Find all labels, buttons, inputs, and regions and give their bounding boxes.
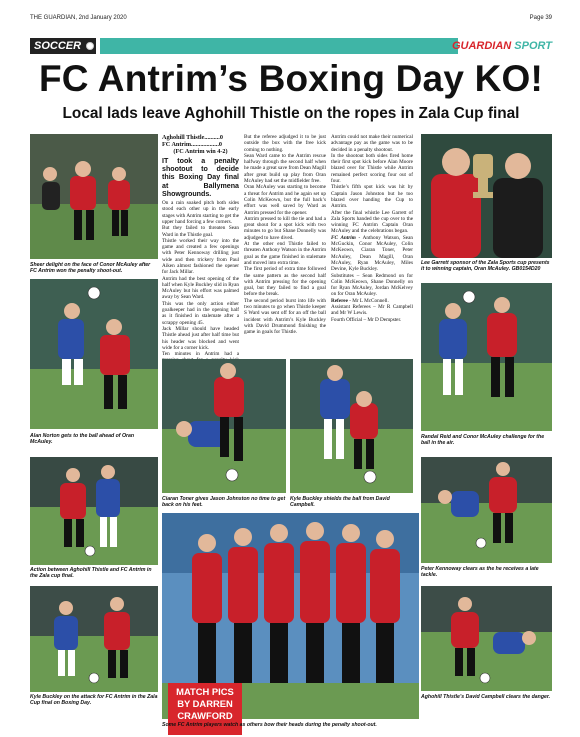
photo-buckley-attack [30, 586, 158, 692]
photo-norton-header [30, 279, 158, 429]
section-bar [30, 38, 552, 54]
headline: FC Antrim’s Boxing Day KO! [38, 58, 544, 99]
paragraph: After the final whistle Lee Garrett of Zala Sports handed the cup over to the winning FC Antrim Captain Oran McAuley and the celebrations began. [331, 209, 413, 235]
paragraph: But the referee adjudged it to be just outside the box with the free kick coming to nothing. [244, 134, 326, 153]
referee-label: Referee [331, 297, 348, 304]
referee-name: - Mr L McConnell. [347, 297, 389, 304]
subheadline: Local lads leave Aghohill Thistle on the ropes in Zala Cup final [62, 105, 520, 122]
caption-9: Randal Reid and Conor McAuley challenge for the ball in the air. [421, 434, 545, 447]
team-line [331, 235, 413, 273]
article-column-1 [162, 134, 239, 376]
photo-action [30, 457, 158, 565]
match-pics-line-2: BY DARREN [177, 698, 233, 709]
paragraph: Ten minutes in Antrim had a [162, 351, 239, 358]
photo-campbell-clears [421, 586, 552, 691]
paragraph: Antrim could not make their numerical advantage pay as the game was to be decided in a penalty shootout. [331, 134, 413, 153]
paragraph: Thistle’s fifth spot kick was hit by Captain Jason Johnston but he too blazed over handing the Cup to Antrim. [331, 184, 413, 210]
photo-buckley-campbell [290, 359, 413, 493]
paragraph: The second period burst into life with two minutes to go when Thistle keeper S Ward was sent off for an off the ball incident with Antrim’s Kyle Buckley with David Drummond finishing the game in goals for Thistle. [244, 297, 326, 336]
photo-conor-celebration [30, 134, 158, 259]
paragraph: Antrim pressed to kill the tie and had a great shout for a spot kick with two minutes to go but Shane Donnelly was adjudged to have dived. [244, 215, 326, 241]
caption-4: Kyle Buckley on the attack for FC Antrim in the Zala Cup final on Boxing Day. [30, 694, 158, 707]
paragraph: Sean Ward came to the Antrim rescue halfway through the second half when he made a great save from Dean Magill after great build up play from Oran McAuley had set the midfielder free. [244, 152, 326, 185]
header-date: THE GUARDIAN, 2nd January 2020 [30, 15, 127, 21]
match-pics-line-1: MATCH PICS [176, 686, 234, 697]
page-header [30, 13, 552, 25]
team-label: FC Antrim [331, 234, 356, 241]
paragraph: Jack Millar should have headed Thistle ahead just after half time but his header was blocked and went wide for a corner kick. [162, 325, 239, 351]
caption-1: Sheer delight on the face of Conor McAuley after FC Antrim won the penalty shoot-out. [30, 262, 151, 275]
photo-reid-mcauley [421, 283, 552, 431]
assistants-line: Assistant Referees – Mr R Campbell and Mr W Lewis. [331, 304, 413, 317]
caption-10: Peter Kennoway clears as the he receives a late tackle. [421, 566, 539, 579]
caption-8: Lee Garrett sponsor of the Zala Sports cup presents it to winning captain, Oran McAuley. GB0154D20 [421, 260, 550, 273]
football-icon [86, 42, 94, 50]
article-column-3 [331, 134, 413, 323]
paragraph: On a rain soaked pitch both sides stood each other up in the early stages with Antrim starting to get the upper hand forcing a few corners. [162, 200, 239, 225]
paragraph: At the other end Thistle failed to threaten Anthony Watson in the Antrim goal as the game finished in stalemate and moved into extra time. [244, 241, 326, 266]
guardian-sport-logo: GUARDIAN SPORT [451, 40, 552, 52]
paragraph: This was the only action either goalkeeper had in the opening half as it finished in stalemate after a scrappy opening 45. [162, 300, 239, 326]
caption-5: Ciaran Toner gives Jason Johnston no time to get back on his feet. [162, 496, 286, 509]
result-line-2: FC Antrim..................0 [162, 141, 222, 148]
caption-11: Aghohill Thistle’s David Campbell clears the danger. [421, 694, 551, 700]
caption-2: Alan Norton gets to the ball ahead of Oran McAuley. [30, 433, 135, 446]
page-number: Page 39 [529, 15, 552, 21]
paragraph: Thistle worked their way into the game and created a few openings with Peter Kennoway drilling just wide and then trickery from Paul Aiken almost fashioned the opener for Jack Millar. [162, 237, 239, 276]
paragraph: The first period of extra time followed the same pattern as the second half with Antrim pressing for the opening goal, but they failed to find a goal before the break. [244, 266, 326, 298]
paragraph: In the shootout both sides fired home their first spot kick before Alan Moore blazed over for Thistle while Antrim remained perfect scoring four out of four. [331, 152, 413, 185]
match-pics-line-3: CRAWFORD [177, 710, 233, 721]
paragraph: Antrim had the best opening of the half when Kyle Buckley slid in Ryan McAuley but his effort was palmed away by Sean Ward. [162, 275, 239, 301]
result-line-1: Aghohill Thistle..........0 [162, 134, 223, 141]
section-stripe [100, 38, 458, 54]
caption-7: Some FC Antrim players watch as others bow their heads during the penalty shoot-out. [162, 722, 377, 728]
photo-kennoway-clears [421, 457, 552, 563]
photo-toner-johnston [162, 359, 286, 493]
result-line-3: (FC Antrim win 4-2) [173, 148, 228, 155]
article-column-2 [244, 134, 326, 336]
team-list: - Anthony Watson, Sean McGuckin, Conor McAuley, Colin McKeown, Ciaran Toner, Peter McAuley, Dean Magill, Oran McAuley, Ryan McAuley, Miles Devine, Kyle Buckley. [331, 234, 413, 273]
caption-6: Kyle Buckley shields the ball from David Campbell. [290, 496, 390, 509]
caption-3: Action between Aghohill Thistle and FC Antrim in the Zala cup final. [30, 567, 152, 580]
soccer-label: SOCCER [30, 38, 96, 54]
photo-trophy-presentation [421, 134, 552, 258]
paragraph: But they failed to threaten Sean Ward in the Thistle goal. [162, 225, 239, 238]
article-lead: IT took a penalty shootout to decide this Boxing Day final at Ballymena Showgrounds. [162, 157, 239, 198]
paragraph: Oran McAuley was starting to become a threat for Antrim and he again set up Colin McKeown, but the full back’s effort was well saved by Ward as Antrim pressed for the opener. [244, 184, 326, 216]
subs-line: Substitutes – Sean Redmond on for Colin McKeown, Shane Donnelly on for Ryan McAuley, Jordan McKelvey on for Oran McAuley. [331, 272, 413, 298]
fourth-official-line: Fourth Official – Mr D Dempster. [331, 316, 402, 323]
